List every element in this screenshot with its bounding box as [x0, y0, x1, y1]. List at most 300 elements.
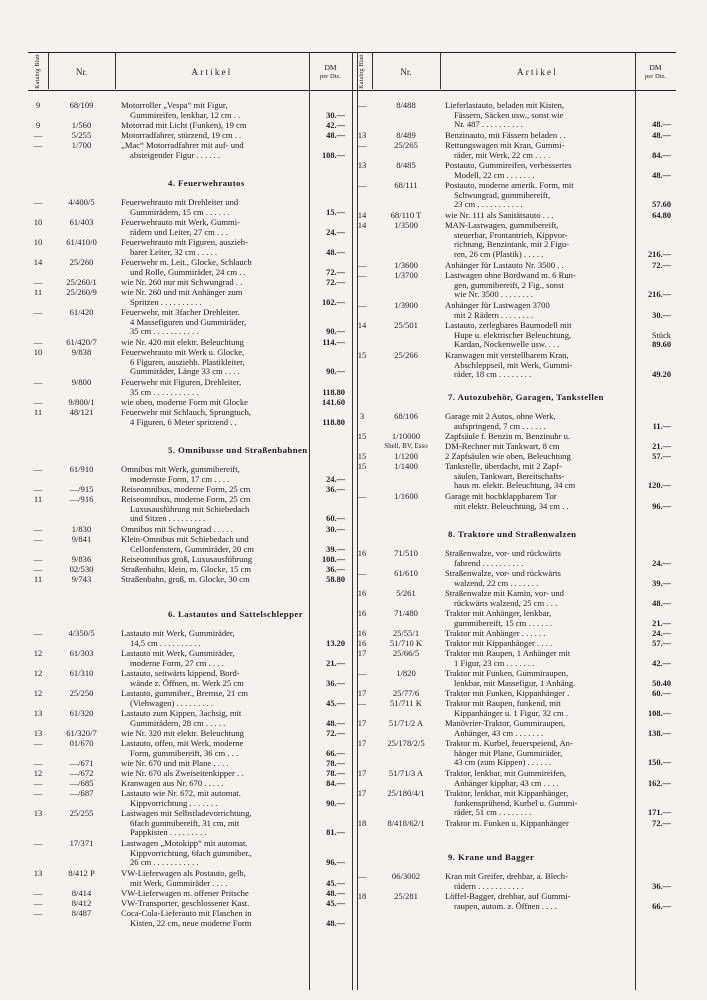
item-description [445, 492, 635, 511]
description-line: Kran mit Greifer, drehbar, a. Blech- [445, 872, 568, 881]
item-number: 1/1200 [394, 451, 418, 461]
katalog-blatt: 9 [35, 120, 41, 130]
description-line: gummibereift, 15 cm . . . . . . [454, 618, 553, 628]
item-description [121, 535, 308, 554]
item-number: 61/410/0 [66, 237, 97, 247]
item-number: 9/838 [71, 347, 92, 357]
description-line: wie Nr. 670 als Zweiseitenkipper . . [121, 769, 244, 778]
description-line: Feuerwehr, mit 3facher Drehleiter. [121, 308, 240, 317]
description-line: Feuerwehrauto mit Werk u. Glocke, [121, 348, 245, 357]
description-line: Omnibus mit Werk, gummibereift, [121, 465, 240, 474]
item-number: 17/371 [69, 838, 94, 848]
description-line: Feuerwehrauto mit Drehleiter und [121, 198, 239, 207]
item-description [121, 555, 308, 565]
header-nr-left: Nr. [75, 66, 88, 77]
katalog-blatt: 16 [357, 588, 367, 598]
item-number: 25/180/4/1 [387, 788, 425, 798]
price-per-dozen: 138.— [647, 728, 671, 738]
description-line: Motorrad mit Licht (Funken), 19 cm [121, 121, 247, 130]
price-per-dozen: 102.— [321, 297, 345, 307]
price-per-dozen: 21.— [652, 442, 671, 451]
katalog-blatt: 13 [33, 728, 43, 738]
katalog-blatt: — [33, 307, 43, 317]
price-per-dozen: 39.— [652, 578, 671, 588]
description-line: Fässern, Säcken usw., sonst wie [454, 110, 564, 120]
description-line: wie Nr. 260 nur mit Schwungrad . . [121, 278, 243, 287]
description-line: Straßenwalze, vor- und rückwärts [445, 569, 561, 578]
item-description [445, 161, 635, 180]
description-line: Postauto, moderne amerik. Form, mit [445, 181, 574, 190]
katalog-blatt: — [357, 180, 367, 190]
description-line: 6fach gummibereift, 31 cm, mit [130, 818, 240, 828]
price-per-dozen: 72.— [326, 278, 345, 287]
description-line: Omnibus mit Schwungrad . . . . . [121, 525, 233, 534]
katalog-blatt: 11 [33, 407, 43, 417]
price-per-dozen: 30.— [326, 525, 345, 534]
description-line: Lastauto, gummiber., Bremse, 21 cm [121, 689, 248, 698]
item-description [121, 899, 308, 909]
description-line: Feuerwehr mit Figuren, Drehleiter, [121, 378, 242, 387]
price-per-dozen: 84.— [652, 150, 671, 160]
description-line: funkensprühend, Kurbel u. Gummi- [454, 798, 578, 808]
description-line: Garage mit hochklappbarem Tor [445, 492, 557, 501]
item-description [121, 709, 308, 728]
description-line: Traktor mit Anhänger . . . . . . [445, 629, 546, 638]
description-line: Lastauto, zerlegbares Baumodell mit [445, 321, 572, 330]
item-number: 25/77/6 [392, 688, 420, 698]
header-artikel-right: Artikel [517, 66, 558, 77]
description-line: fahrend . . . . . . . . . . [454, 558, 524, 568]
item-number: 1/3600 [394, 260, 418, 270]
item-number: —/671 [69, 758, 94, 768]
item-description [445, 789, 635, 818]
description-line: moderne Form, 27 cm . . . . [130, 658, 224, 668]
description-line: 6 Figuren, ausziehb. Plastikleiter, [130, 357, 245, 367]
description-line: säulen, Tankwart, Bereitschafts- [454, 471, 565, 481]
price-per-dozen: 90.— [326, 367, 345, 377]
katalog-blatt: 16 [357, 608, 367, 618]
katalog-blatt: — [33, 397, 43, 407]
description-line: Gummirädern, 15 cm . . . . . . [130, 207, 230, 217]
price-per-dozen: 48.— [652, 170, 671, 180]
item-number: —/685 [69, 778, 94, 788]
item-number: 8/488 [396, 100, 416, 110]
katalog-blatt: — [33, 140, 43, 150]
description-line: steuerbar, Frontantrieb, Kippvor- [454, 230, 568, 240]
item-number: 9/800 [71, 377, 92, 387]
price-per-dozen: 48.— [652, 598, 671, 608]
katalog-blatt: — [33, 197, 43, 207]
item-description [121, 839, 308, 868]
item-description [445, 639, 635, 649]
description-line: Benzinauto, mit Fässern beladen . . [445, 131, 566, 140]
description-line: Löffel-Bagger, drehbar, auf Gummi- [445, 892, 571, 901]
item-number: 8/485 [396, 160, 416, 170]
item-number: 25/255 [69, 808, 94, 818]
item-number: 48/121 [69, 407, 94, 417]
item-description [445, 141, 635, 160]
item-description [445, 649, 635, 668]
katalog-blatt: 12 [33, 668, 43, 678]
katalog-blatt: 10 [33, 217, 43, 227]
item-description [445, 549, 635, 568]
price-per-dozen: 11.— [652, 421, 671, 431]
item-description [121, 408, 308, 427]
price-per-dozen: 72.— [326, 267, 345, 277]
description-line: Lastauto mit Werk, Gummiräder, [121, 649, 235, 658]
item-description [445, 462, 635, 491]
item-number: 9/836 [71, 554, 92, 564]
item-number: 25/55/1 [392, 628, 420, 638]
item-number: 8/489 [396, 130, 416, 140]
price-per-dozen: 24.— [326, 474, 345, 484]
item-number: 51/710 K [389, 638, 423, 648]
item-number: 1/3700 [394, 270, 418, 280]
katalog-blatt: — [357, 698, 367, 708]
price-per-dozen: 49.20 [652, 370, 671, 380]
header-dm-left: DM per Dtz. [320, 62, 341, 80]
item-description [445, 699, 635, 718]
price-per-dozen: 118.80 [322, 387, 345, 397]
item-number: 71/480 [394, 608, 418, 618]
price-per-dozen: 57.— [652, 452, 671, 461]
katalog-blatt: — [357, 568, 367, 578]
description-line: wände z. Öffnen, m. Werk 25 cm [130, 678, 244, 688]
katalog-blatt: — [33, 564, 43, 574]
price-per-dozen: 45.— [326, 698, 345, 708]
description-line: Motorroller „Vespa“ mit Figur, [121, 101, 228, 110]
item-number: 8/487 [71, 908, 92, 918]
item-description [121, 308, 308, 337]
katalog-blatt: 11 [33, 574, 43, 584]
price-per-dozen: 120.— [647, 481, 671, 491]
item-description [121, 101, 308, 120]
item-description [445, 321, 635, 350]
katalog-blatt: — [33, 484, 43, 494]
description-line: Straßenwalze, vor- und rückwärts [445, 549, 561, 558]
description-line: DM-Rechner mit Tankwart, 8 cm [445, 442, 560, 451]
description-line: räder, 51 cm . . . . . . . . [454, 808, 532, 818]
item-number: 1/560 [71, 120, 92, 130]
item-description [445, 221, 635, 260]
item-description [445, 589, 635, 608]
description-line: rädern und Leiter, 27 cm . . . [130, 227, 228, 237]
price-per-dozen: 42.— [652, 658, 671, 668]
description-line: rädern . . . . . . . . . . . [454, 881, 524, 891]
description-line: 14,5 cm . . . . . . . . . . [130, 638, 201, 648]
katalog-blatt: — [33, 377, 43, 387]
item-number: 1/830 [71, 524, 92, 534]
item-number: 51/71/3 A [388, 768, 424, 778]
katalog-blatt: 14 [33, 257, 43, 267]
katalog-blatt: — [33, 524, 43, 534]
section-heading: 4. Feuerwehrautos [168, 178, 245, 188]
price-per-dozen: 24.— [652, 629, 671, 638]
description-line: Luxusausführung mit Schiebedach [130, 504, 250, 514]
description-line: Traktor, lenkbar, mit Kippanhänger, [445, 789, 569, 798]
katalog-blatt: 13 [357, 130, 367, 140]
price-per-dozen: 48.— [326, 889, 345, 898]
katalog-blatt: 13 [33, 808, 43, 818]
description-line: Tankstelle, überdacht, mit 2 Zapf- [445, 462, 562, 471]
item-description [445, 452, 635, 462]
description-line: Lastauto wie Nr. 672, mit automat. [121, 789, 241, 798]
katalog-blatt: — [33, 464, 43, 474]
katalog-blatt: 16 [357, 638, 367, 648]
description-line: modernste Form, 17 cm . . . . [130, 474, 230, 484]
description-line: Kisten, 22 cm, neue moderne Form [130, 918, 252, 928]
katalog-blatt: 15 [357, 350, 367, 360]
katalog-blatt: — [357, 260, 367, 270]
description-line: Abschleppseil, mit Werk, Gummi- [454, 360, 573, 370]
price-per-dozen: 118.80 [322, 417, 345, 427]
item-number: 61/420/7 [66, 337, 97, 347]
price-per-dozen: 48.— [326, 247, 345, 257]
description-line: Lastauto zum Kippen, 3achsig, mit [121, 709, 242, 718]
item-number: 06/3002 [391, 871, 421, 881]
item-description [121, 218, 308, 237]
price-per-dozen: 30.— [652, 310, 671, 320]
item-description [445, 432, 635, 442]
price-per-dozen: 108.— [647, 708, 671, 718]
item-description [445, 569, 635, 588]
description-line: richtung, Benzintank, mit 2 Figu- [454, 240, 570, 250]
katalog-blatt: 17 [357, 648, 367, 658]
katalog-blatt: 18 [357, 818, 367, 828]
description-line: räder, 18 cm . . . . . . . . [454, 370, 532, 380]
item-number: 8/412 [71, 898, 92, 908]
item-description [121, 575, 308, 585]
item-description [121, 565, 308, 575]
price-per-dozen: 66.— [326, 748, 345, 758]
item-number: 61/320 [69, 708, 94, 718]
description-line: absteigender Figur . . . . . . [130, 150, 220, 160]
description-line: und Sitzen . . . . . . . . . [130, 514, 206, 524]
item-description [121, 759, 308, 769]
description-line: Anhänger für Lastauto Nr. 3500 . . [445, 261, 564, 270]
katalog-blatt: 13 [33, 868, 43, 878]
price-per-dozen: 64.80 [652, 211, 671, 220]
katalog-blatt: — [357, 300, 367, 310]
description-line: wie Nr. 420 mit elektr. Beleuchtung [121, 338, 244, 347]
catalog-page [28, 52, 676, 990]
item-number: 25/260/1 [66, 277, 97, 287]
description-line: Lastauto, seitwärts kippend, Bord- [121, 669, 240, 678]
item-number: 25/66/5 [392, 648, 420, 658]
item-number: 1/1600 [394, 491, 418, 501]
katalog-blatt: 12 [33, 688, 43, 698]
price-per-dozen: 45.— [326, 878, 345, 888]
description-line: und Rolle, Gummiräder, 24 cm . . [130, 267, 246, 277]
price-per-dozen: 78.— [326, 759, 345, 768]
description-line: haus m. elektr. Beleuchtung, 34 cm [454, 481, 576, 491]
item-number: 1/3500 [394, 220, 418, 230]
item-description [445, 351, 635, 380]
item-description [445, 609, 635, 628]
katalog-blatt: — [357, 270, 367, 280]
price-per-dozen: 78.— [326, 769, 345, 778]
katalog-blatt: — [33, 628, 43, 638]
description-line: Straßenwalze mit Kamin, vor- und [445, 589, 564, 598]
item-description [121, 348, 308, 377]
katalog-blatt: — [33, 838, 43, 848]
description-line: Kippvorrichtung . . . . . . . [130, 798, 218, 808]
item-number: 68/110 T [390, 210, 422, 220]
item-description [121, 669, 308, 688]
item-description [121, 769, 308, 779]
description-line: gen, gummibereift, 2 Fig., sonst [454, 280, 564, 290]
description-line: Straßenbahn, klein, m. Glocke, 15 cm [121, 565, 252, 574]
description-line: Rettungswagen mit Kran, Gummi- [445, 141, 565, 150]
rule [440, 52, 441, 89]
description-line: Gummiräder, Länge 33 cm . . . . [130, 367, 240, 377]
item-number: Shell, BV, Esso [384, 442, 428, 450]
item-number: —/672 [69, 768, 94, 778]
item-description [121, 649, 308, 668]
right-column [352, 89, 676, 989]
item-number: 25/265 [394, 140, 418, 150]
price-per-dozen: 216.— [647, 290, 671, 300]
item-number: 1/820 [396, 668, 416, 678]
description-line: Anhänger für Lastwagen 3700 [445, 301, 550, 310]
price-per-dozen: 141.60 [321, 398, 345, 407]
item-number: 68/109 [69, 100, 94, 110]
katalog-blatt: 17 [357, 688, 367, 698]
item-description [121, 689, 308, 708]
item-description [121, 485, 308, 495]
description-line: VW-Lieferwagen als Postauto, gelb, [121, 869, 246, 878]
price-per-dozen: 21.— [326, 658, 345, 668]
price-per-dozen: 90.— [326, 327, 345, 337]
item-description [121, 629, 308, 648]
item-description [445, 739, 635, 768]
price-per-dozen: 24.— [652, 558, 671, 568]
katalog-blatt: — [33, 888, 43, 898]
item-number: 01/670 [69, 738, 94, 748]
description-line: Anhänger kippbar, 43 cm . . . . [454, 778, 559, 788]
price-per-dozen: 96.— [652, 501, 671, 511]
description-line: Schwungrad, gummibereift, [454, 190, 551, 200]
item-description [121, 789, 308, 808]
item-number: 5/255 [71, 130, 92, 140]
item-number: 61/303 [69, 648, 94, 658]
item-number: 9/743 [71, 574, 92, 584]
katalog-blatt: — [357, 491, 367, 501]
item-number: 51/711 K [390, 698, 422, 708]
description-line: lenkbar, mit Massefigur, 1 Anhäng. [454, 678, 576, 688]
section-heading: 9. Krane und Bagger [448, 852, 535, 862]
item-description [445, 211, 635, 221]
item-number: 68/111 [394, 180, 418, 190]
description-line: Kranwagen aus Nr. 670 . . . . . [121, 779, 224, 788]
price-per-dozen: 36.— [326, 565, 345, 574]
description-line: 1 Figur, 23 cm . . . . . . . [454, 658, 535, 668]
item-description [445, 181, 635, 210]
katalog-blatt: 12 [33, 768, 43, 778]
description-line: Lastwagen „Motokipp“ mit automat. [121, 839, 248, 848]
item-number: 5/261 [396, 588, 416, 598]
description-line: Lastwagen mit Selbstladevorrichtung, [121, 809, 252, 818]
item-description [121, 869, 308, 888]
description-line: Lastwagen ohne Bordwand m. 6 Run- [445, 271, 576, 280]
item-number: 61/320/7 [66, 728, 97, 738]
price-per-dozen: 57.— [652, 639, 671, 648]
description-line: Nr. 487 . . . . . . . . . . [454, 120, 523, 130]
description-line: Pappkisten . . . . . . . . . [130, 828, 207, 838]
description-line: Lastauto, offen, mit Werk, moderne [121, 739, 244, 748]
price-per-dozen: 57.60 [652, 200, 671, 210]
item-description [121, 378, 308, 397]
item-description [445, 101, 635, 130]
description-line: Lastauto mit Werk, Gummiräder, [121, 629, 235, 638]
description-line: barer Leiter, 32 cm . . . . . [130, 247, 217, 257]
item-number: 61/610 [394, 568, 418, 578]
item-number: 1/3900 [394, 300, 418, 310]
description-line: 4 Massefiguren und Gummiräder, [130, 317, 247, 327]
item-number: 4/400/5 [68, 197, 95, 207]
katalog-blatt: — [357, 668, 367, 678]
description-line: Manövrier-Traktor, Gummiraupen, [445, 719, 566, 728]
price-per-dozen: 81.— [326, 828, 345, 838]
description-line: rückwärts walzend, 25 cm . . . [454, 598, 558, 608]
item-description [445, 872, 635, 891]
item-description [121, 258, 308, 277]
item-description [445, 769, 635, 788]
item-number: 1/1400 [394, 461, 418, 471]
item-description [445, 669, 635, 688]
katalog-blatt: 11 [33, 287, 43, 297]
katalog-blatt: 14 [357, 320, 367, 330]
item-number: 61/403 [69, 217, 94, 227]
item-description [121, 398, 308, 408]
katalog-blatt: 11 [33, 494, 43, 504]
description-line: Coca-Cola-Lieferauto mit Flaschen in [121, 909, 252, 918]
katalog-blatt: — [33, 337, 43, 347]
description-line: (Viehwagen) . . . . . . . . . [130, 698, 214, 708]
item-description [121, 909, 308, 928]
section-heading: 6. Lastautos und Sattelschlepper [168, 609, 303, 619]
description-line: Garage mit 2 Autos, ohne Werk, [445, 412, 556, 421]
price-per-dozen: 13.20 [326, 638, 345, 648]
description-line: Cellonfenstern, Gummiräder, 20 cm [130, 544, 254, 554]
katalog-blatt: 3 [359, 411, 365, 421]
item-number: 61/310 [69, 668, 94, 678]
katalog-blatt: — [33, 554, 43, 564]
item-number: 25/260/9 [66, 287, 97, 297]
description-line: VW-Lieferwagen m. offener Pritsche [121, 889, 249, 898]
katalog-blatt: — [357, 140, 367, 150]
katalog-blatt: 14 [357, 210, 367, 220]
katalog-blatt: — [33, 788, 43, 798]
katalog-blatt: — [33, 738, 43, 748]
header-artikel-left: Artikel [191, 66, 233, 77]
description-line: Traktor m. Kurbel, feuerspeiend, An- [445, 739, 573, 748]
item-description [121, 779, 308, 789]
item-description [121, 121, 308, 131]
description-line: Gummireifen, lenkbar, 12 cm . . [130, 110, 241, 120]
description-line: Traktor mit Funken, Gummiraupen, [445, 669, 569, 678]
description-line: 35 cm . . . . . . . . . . . [130, 387, 199, 397]
price-per-dozen: 48.— [326, 718, 345, 728]
description-line: 4 Figuren, 6 Meter spritzend . . [130, 417, 237, 427]
katalog-blatt: — [33, 758, 43, 768]
description-line: Traktor mit Raupen, 1 Anhänger mit [445, 649, 571, 658]
item-description [445, 689, 635, 699]
item-number: 25/178/2/5 [387, 738, 425, 748]
description-line: wie Nr. 111 als Sanitätsauto . . . [445, 211, 554, 220]
katalog-blatt: 13 [33, 708, 43, 718]
price-per-dozen: 48.— [652, 131, 671, 140]
